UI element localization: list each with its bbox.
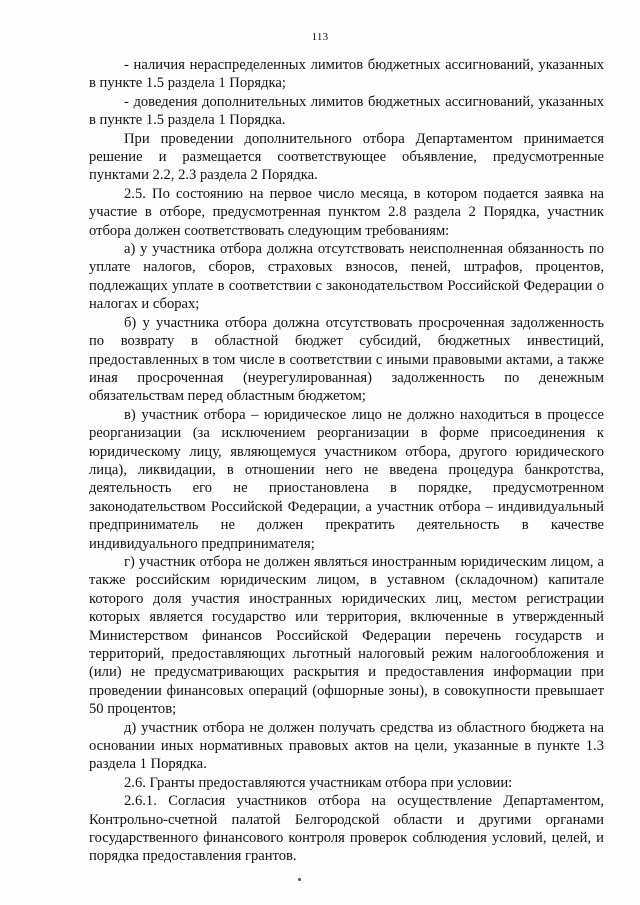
scan-speck [298, 878, 301, 881]
paragraph-requirement-b: б) у участника отбора должна отсутствовать просроченная задолженность по возврату в областной бюджет субсидий, бюджетных инвестиций, предоставленных в том числе в соответствии с иными правовыми актами, а также иная просроченная (неурегулированная) задолженность по денежным обязательствам перед областным бюджетом; [89, 314, 604, 405]
paragraph-requirement-g: г) участник отбора не должен являться иностранным юридическим лицом, а также российским юридическим лицом, в уставном (складочном) капитале которого доля участия иностранных юридических лиц, местом регистрации которых является государство или территория, включенные в утвержденный Министерством финансов Российской Федерации перечень государств и территорий, предоставляющих льготный налоговый режим налогообложения и (или) не предусматривающих раскрытия и предоставления информации при проведении финансовых операций (офшорные зоны), в совокупности превышает 50 процентов; [89, 553, 604, 718]
paragraph-2-6-1: 2.6.1. Согласия участников отбора на осуществление Департаментом, Контрольно-счетной палатой Белгородской области и другими органами государственного финансового контроля проверок соблюдения условий, целей, и порядка предоставления грантов. [89, 793, 604, 865]
page-number: 113 [311, 31, 329, 43]
paragraph-requirement-a: а) у участника отбора должна отсутствовать неисполненная обязанность по уплате налогов, сборов, страховых взносов, пеней, штрафов, процентов, подлежащих уплате в соответствии с законодательством Российской Федерации о налогах и сборах; [89, 241, 604, 313]
paragraph-limits-remaining: - наличия нераспределенных лимитов бюджетных ассигнований, указанных в пункте 1.5 раздела 1 Порядка; [89, 57, 604, 92]
paragraph-requirement-v: в) участник отбора – юридическое лицо не должно находиться в процессе реорганизации (за исключением реорганизации в форме присоединения к юридическому лицу, являющемуся участником отбора, другого юридического лица), ликвидации, в отношении него не введена процедура банкротства, деятельность его не приостановлена в порядке, предусмотренном законодательством Российской Федерации, а участник отбора – индивидуальный предприниматель не должен прекратить деятельность в качестве индивидуального предпринимателя; [89, 406, 604, 552]
paragraph-limits-additional: - доведения дополнительных лимитов бюджетных ассигнований, указанных в пункте 1.5 раздела 1 Порядка. [89, 93, 604, 129]
paragraph-2-6: 2.6. Гранты предоставляются участникам отбора при условии: [124, 774, 513, 791]
paragraph-2-5: 2.5. По состоянию на первое число месяца, в котором подается заявка на участие в отборе, предусмотренная пунктом 2.8 раздела 2 Порядка, участник отбора должен соответствовать следующим требованиям: [89, 185, 604, 239]
document-body [89, 56, 604, 866]
paragraph-requirement-d: д) участник отбора не должен получать средства из областного бюджета на основании иных нормативных правовых актов на цели, указанные в пункте 1.3 раздела 1 Порядка. [89, 719, 604, 773]
paragraph-additional-selection: При проведении дополнительного отбора Департаментом принимается решение и размещается соответствующее объявление, предусмотренные пунктами 2.2, 2.3 раздела 2 Порядка. [89, 130, 604, 184]
